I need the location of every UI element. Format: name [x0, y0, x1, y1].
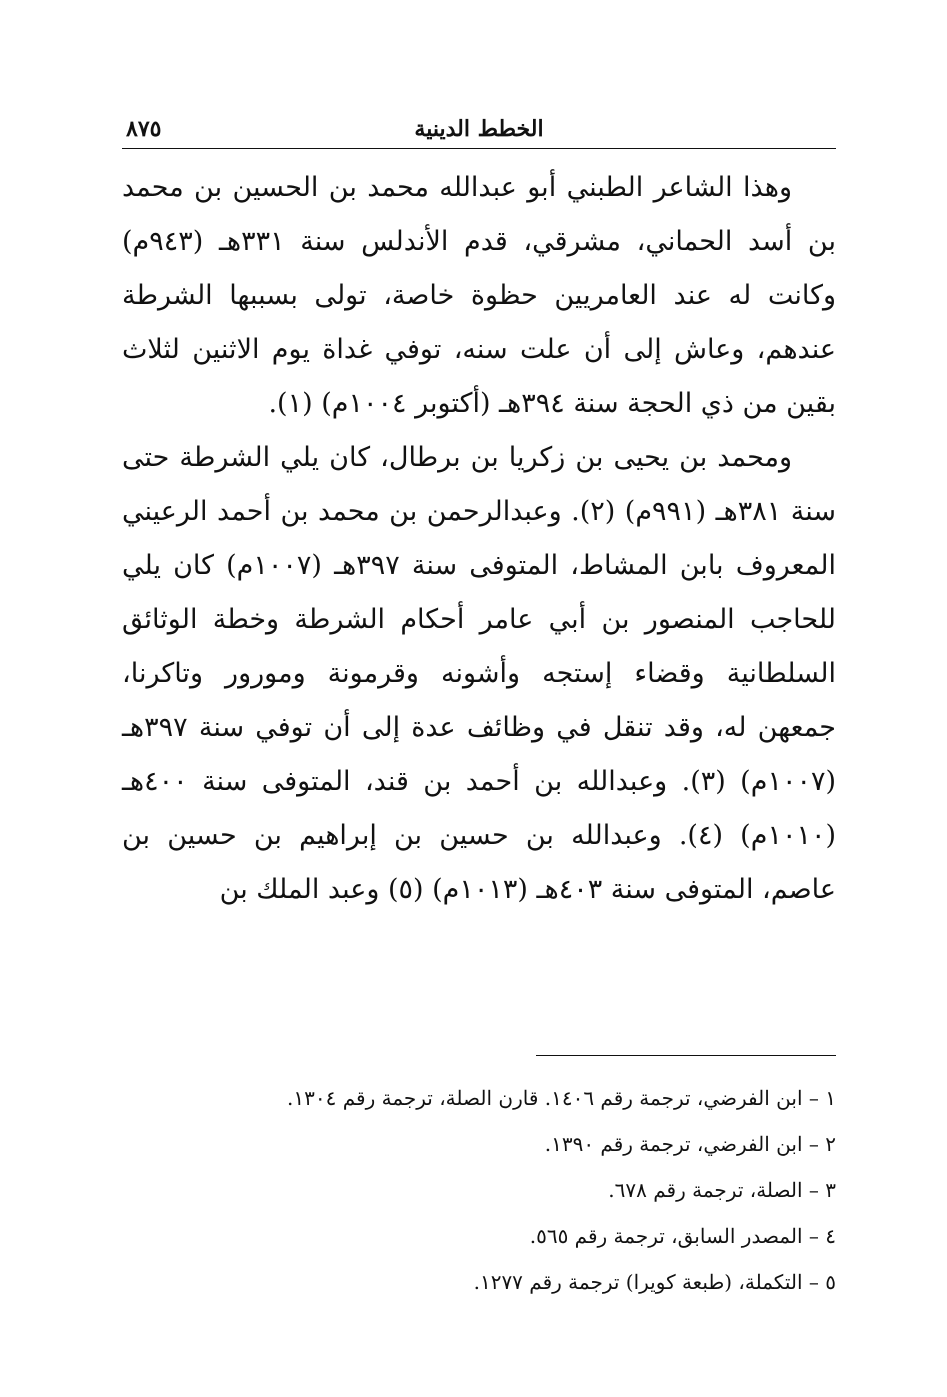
book-page: [122, 110, 836, 1360]
running-header: [122, 110, 836, 149]
paragraph: ومحمد بن يحيى بن زكريا بن برطال، كان يلي الشرطة حتى سنة ٣٨١هـ (٩٩١م) (٢). وعبدالرحمن بن محمد بن أحمد الرعيني المعروف بابن المشاط، المتوفى سنة ٣٩٧هـ (١٠٠٧م) كان يلي للحاجب المنصور بن أبي عامر أحكام الشرطة وخطة الوثائق السلطانية وقضاء إستجه وأشونه وقرمونة ومورور وتاكرنا، جمعهن له، وقد تنقل في وظائف عدة إلى أن توفي سنة ٣٩٧هـ (١٠٠٧م) (٣). وعبدالله بن أحمد بن قند، المتوفى سنة ٤٠٠هـ (١٠١٠م) (٤). وعبدالله بن حسين بن إبراهيم بن حسين بن عاصم، المتوفى سنة ٤٠٣هـ (١٠١٣م) (٥) وعبد الملك بن: [122, 442, 836, 905]
footnotes: [122, 1075, 836, 1305]
footnote-separator: [536, 1055, 836, 1056]
header-title: الخطط الدينية: [414, 116, 544, 142]
paragraph: وهذا الشاعر الطبني أبو عبدالله محمد بن الحسين بن محمد بن أسد الحماني، مشرقي، قدم الأندلس سنة ٣٣١هـ (٩٤٣م) وكانت له عند العامريين حظوة خاصة، تولى بسببها الشرطة عندهم، وعاش إلى أن علت سنه، توفي غداة يوم الاثنين لثلاث بقين من ذي الحجة سنة ٣٩٤هـ (أكتوبر ١٠٠٤م) (١).: [122, 172, 836, 419]
footnote: ١ – ابن الفرضي، ترجمة رقم ١٤٠٦. قارن الصلة، ترجمة رقم ١٣٠٤.: [287, 1086, 836, 1110]
main-text: [122, 161, 836, 917]
footnote: ٢ – ابن الفرضي، ترجمة رقم ١٣٩٠.: [544, 1132, 836, 1156]
footnote: ٣ – الصلة، ترجمة رقم ٦٧٨.: [608, 1178, 836, 1202]
footnote: ٤ – المصدر السابق، ترجمة رقم ٥٦٥.: [529, 1224, 836, 1248]
page-number: ٨٧٥: [126, 116, 162, 142]
footnote: ٥ – التكملة، (طبعة كويرا) ترجمة رقم ١٢٧٧.: [473, 1270, 836, 1294]
